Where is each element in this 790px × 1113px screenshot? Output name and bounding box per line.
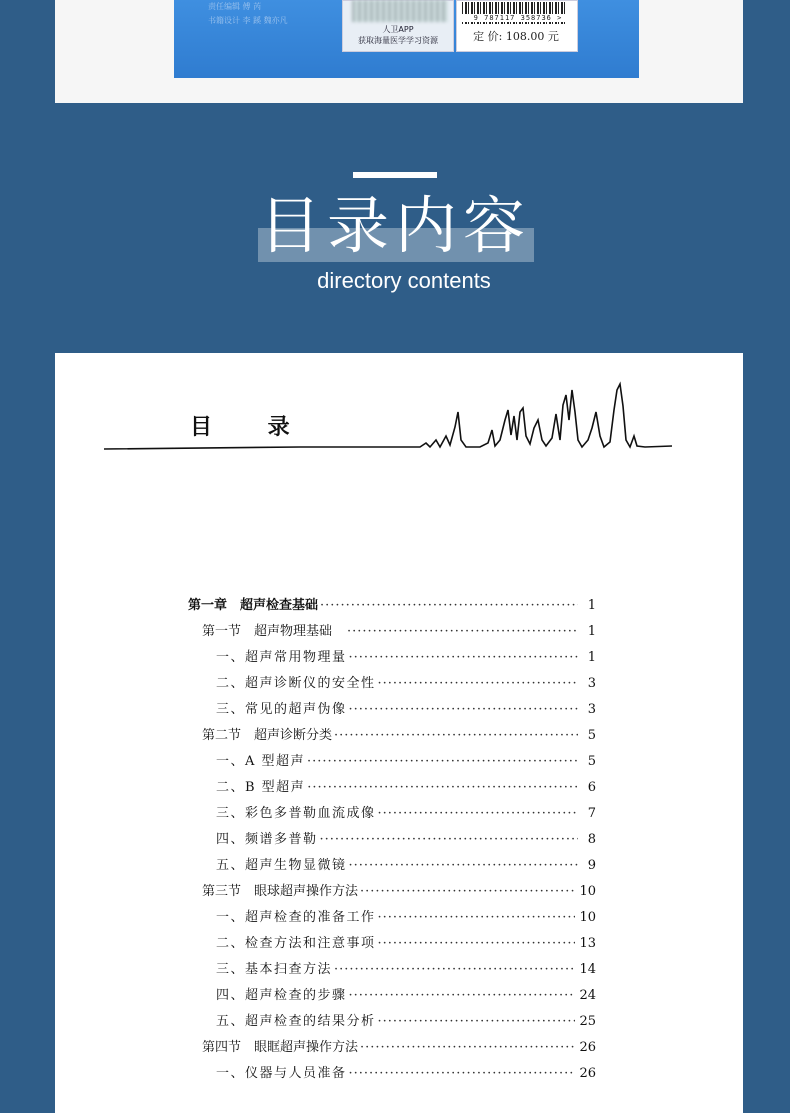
app-name: 人卫APP (382, 25, 414, 34)
toc-entry-label: 三、基本扫查方法 (216, 962, 333, 977)
toc-leader (307, 775, 578, 801)
toc-entry[interactable] (202, 619, 596, 645)
qr-code-icon (352, 0, 448, 22)
app-promo (342, 24, 454, 46)
toc-leader (378, 671, 578, 697)
toc-entry[interactable] (216, 931, 596, 957)
toc-entry-label: 第二节 超声诊断分类 (202, 728, 333, 743)
toc-entry-label: 四、超声检查的步骤 (216, 988, 347, 1003)
toc-leader (360, 1035, 575, 1061)
toc-entry-label: 四、频谱多普勒 (216, 832, 318, 847)
toc-leader (320, 593, 578, 619)
toc-entry[interactable] (216, 775, 596, 801)
toc-leader (378, 801, 578, 827)
toc-leader (320, 827, 578, 853)
toc-page-title: 目 录 (190, 414, 314, 440)
credit-lines (208, 0, 358, 28)
toc-entry-label: 三、常见的超声伪像 (216, 702, 347, 717)
toc-entry[interactable] (216, 853, 596, 879)
toc-entry[interactable] (216, 983, 596, 1009)
credit-line-design: 书籍设计 李 蹊 魏亦凡 (208, 16, 288, 25)
toc-leader (307, 749, 578, 775)
credit-line-editor: 责任编辑 傅 芮 (208, 2, 262, 11)
toc-entry-label: 五、超声生物显微镜 (216, 858, 347, 873)
toc-leader (349, 983, 576, 1009)
toc-entry-label: 一、A 型超声 (216, 754, 306, 769)
toc-entry-page: 24 (579, 988, 596, 1003)
toc-entry-page: 5 (587, 728, 596, 743)
toc-entry[interactable] (202, 723, 596, 749)
toc-entry-label: 一、超声常用物理量 (216, 650, 347, 665)
toc-entry[interactable] (216, 1009, 596, 1035)
toc-entry-page: 25 (579, 1014, 596, 1029)
toc-entry-label: 二、B 型超声 (216, 780, 306, 795)
toc-entry-label: 第一节 超声物理基础 (202, 624, 346, 639)
toc-entry-label: 第四节 眼眶超声操作方法 (202, 1040, 359, 1055)
toc-entry-label: 三、彩色多普勒血流成像 (216, 806, 376, 821)
toc-leader (349, 853, 578, 879)
toc-entry[interactable] (216, 671, 596, 697)
toc-entry-page: 6 (587, 780, 596, 795)
toc-entry[interactable] (188, 593, 596, 619)
toc-leader (378, 931, 576, 957)
book-price: 定 价: 108.00 元 (473, 30, 559, 43)
toc-entry-page: 7 (587, 806, 596, 821)
toc-entry[interactable] (216, 697, 596, 723)
toc-leader (378, 1009, 576, 1035)
toc-entry-label: 一、超声检查的准备工作 (216, 910, 376, 925)
toc-leader (349, 697, 578, 723)
toc-entry-label: 第一章 超声检查基础 (188, 598, 319, 613)
toc-entry-label: 第三节 眼球超声操作方法 (202, 884, 359, 899)
toc-entry-label: 二、超声诊断仪的安全性 (216, 676, 376, 691)
app-slogan: 获取海量医学学习资源 (358, 36, 438, 45)
toc-leader (360, 879, 575, 905)
toc-leader (349, 645, 578, 671)
section-title: 目录内容 (258, 189, 531, 262)
toc-entry[interactable] (216, 905, 596, 931)
toc-entry-page: 1 (587, 624, 596, 639)
toc-entry-page: 5 (587, 754, 596, 769)
toc-entry-page: 3 (587, 676, 596, 691)
toc-entry-page: 10 (579, 884, 596, 899)
toc-entry-page: 10 (579, 910, 596, 925)
toc-entry-page: 1 (587, 650, 596, 665)
isbn-digits: 9 787117 358736 > (460, 14, 576, 22)
toc-entry-page: 26 (579, 1066, 596, 1081)
toc-entry[interactable] (216, 827, 596, 853)
toc-entry[interactable] (216, 957, 596, 983)
toc-entry-label: 一、仪器与人员准备 (216, 1066, 347, 1081)
toc-entry-page: 8 (587, 832, 596, 847)
toc-leader (334, 957, 575, 983)
title-accent-bar (353, 172, 437, 178)
toc-entry-page: 26 (579, 1040, 596, 1055)
toc-entry[interactable] (216, 1061, 596, 1087)
toc-entry[interactable] (216, 801, 596, 827)
toc-leader (349, 1061, 576, 1087)
toc-entry[interactable] (202, 1035, 596, 1061)
toc-leader (378, 905, 576, 931)
section-subtitle: directory contents (317, 268, 491, 293)
toc-entry[interactable] (216, 645, 596, 671)
toc-entry[interactable] (216, 749, 596, 775)
toc-entry-page: 13 (579, 936, 596, 951)
toc-leader (334, 723, 578, 749)
toc-entry-page: 1 (587, 598, 596, 613)
toc-entry-page: 14 (579, 962, 596, 977)
toc-leader (347, 619, 578, 645)
toc-entry-label: 五、超声检查的结果分析 (216, 1014, 376, 1029)
toc-entry-page: 3 (587, 702, 596, 717)
toc-entry-label: 二、检查方法和注意事项 (216, 936, 376, 951)
toc-entry-page: 9 (587, 858, 596, 873)
toc-entry[interactable] (202, 879, 596, 905)
